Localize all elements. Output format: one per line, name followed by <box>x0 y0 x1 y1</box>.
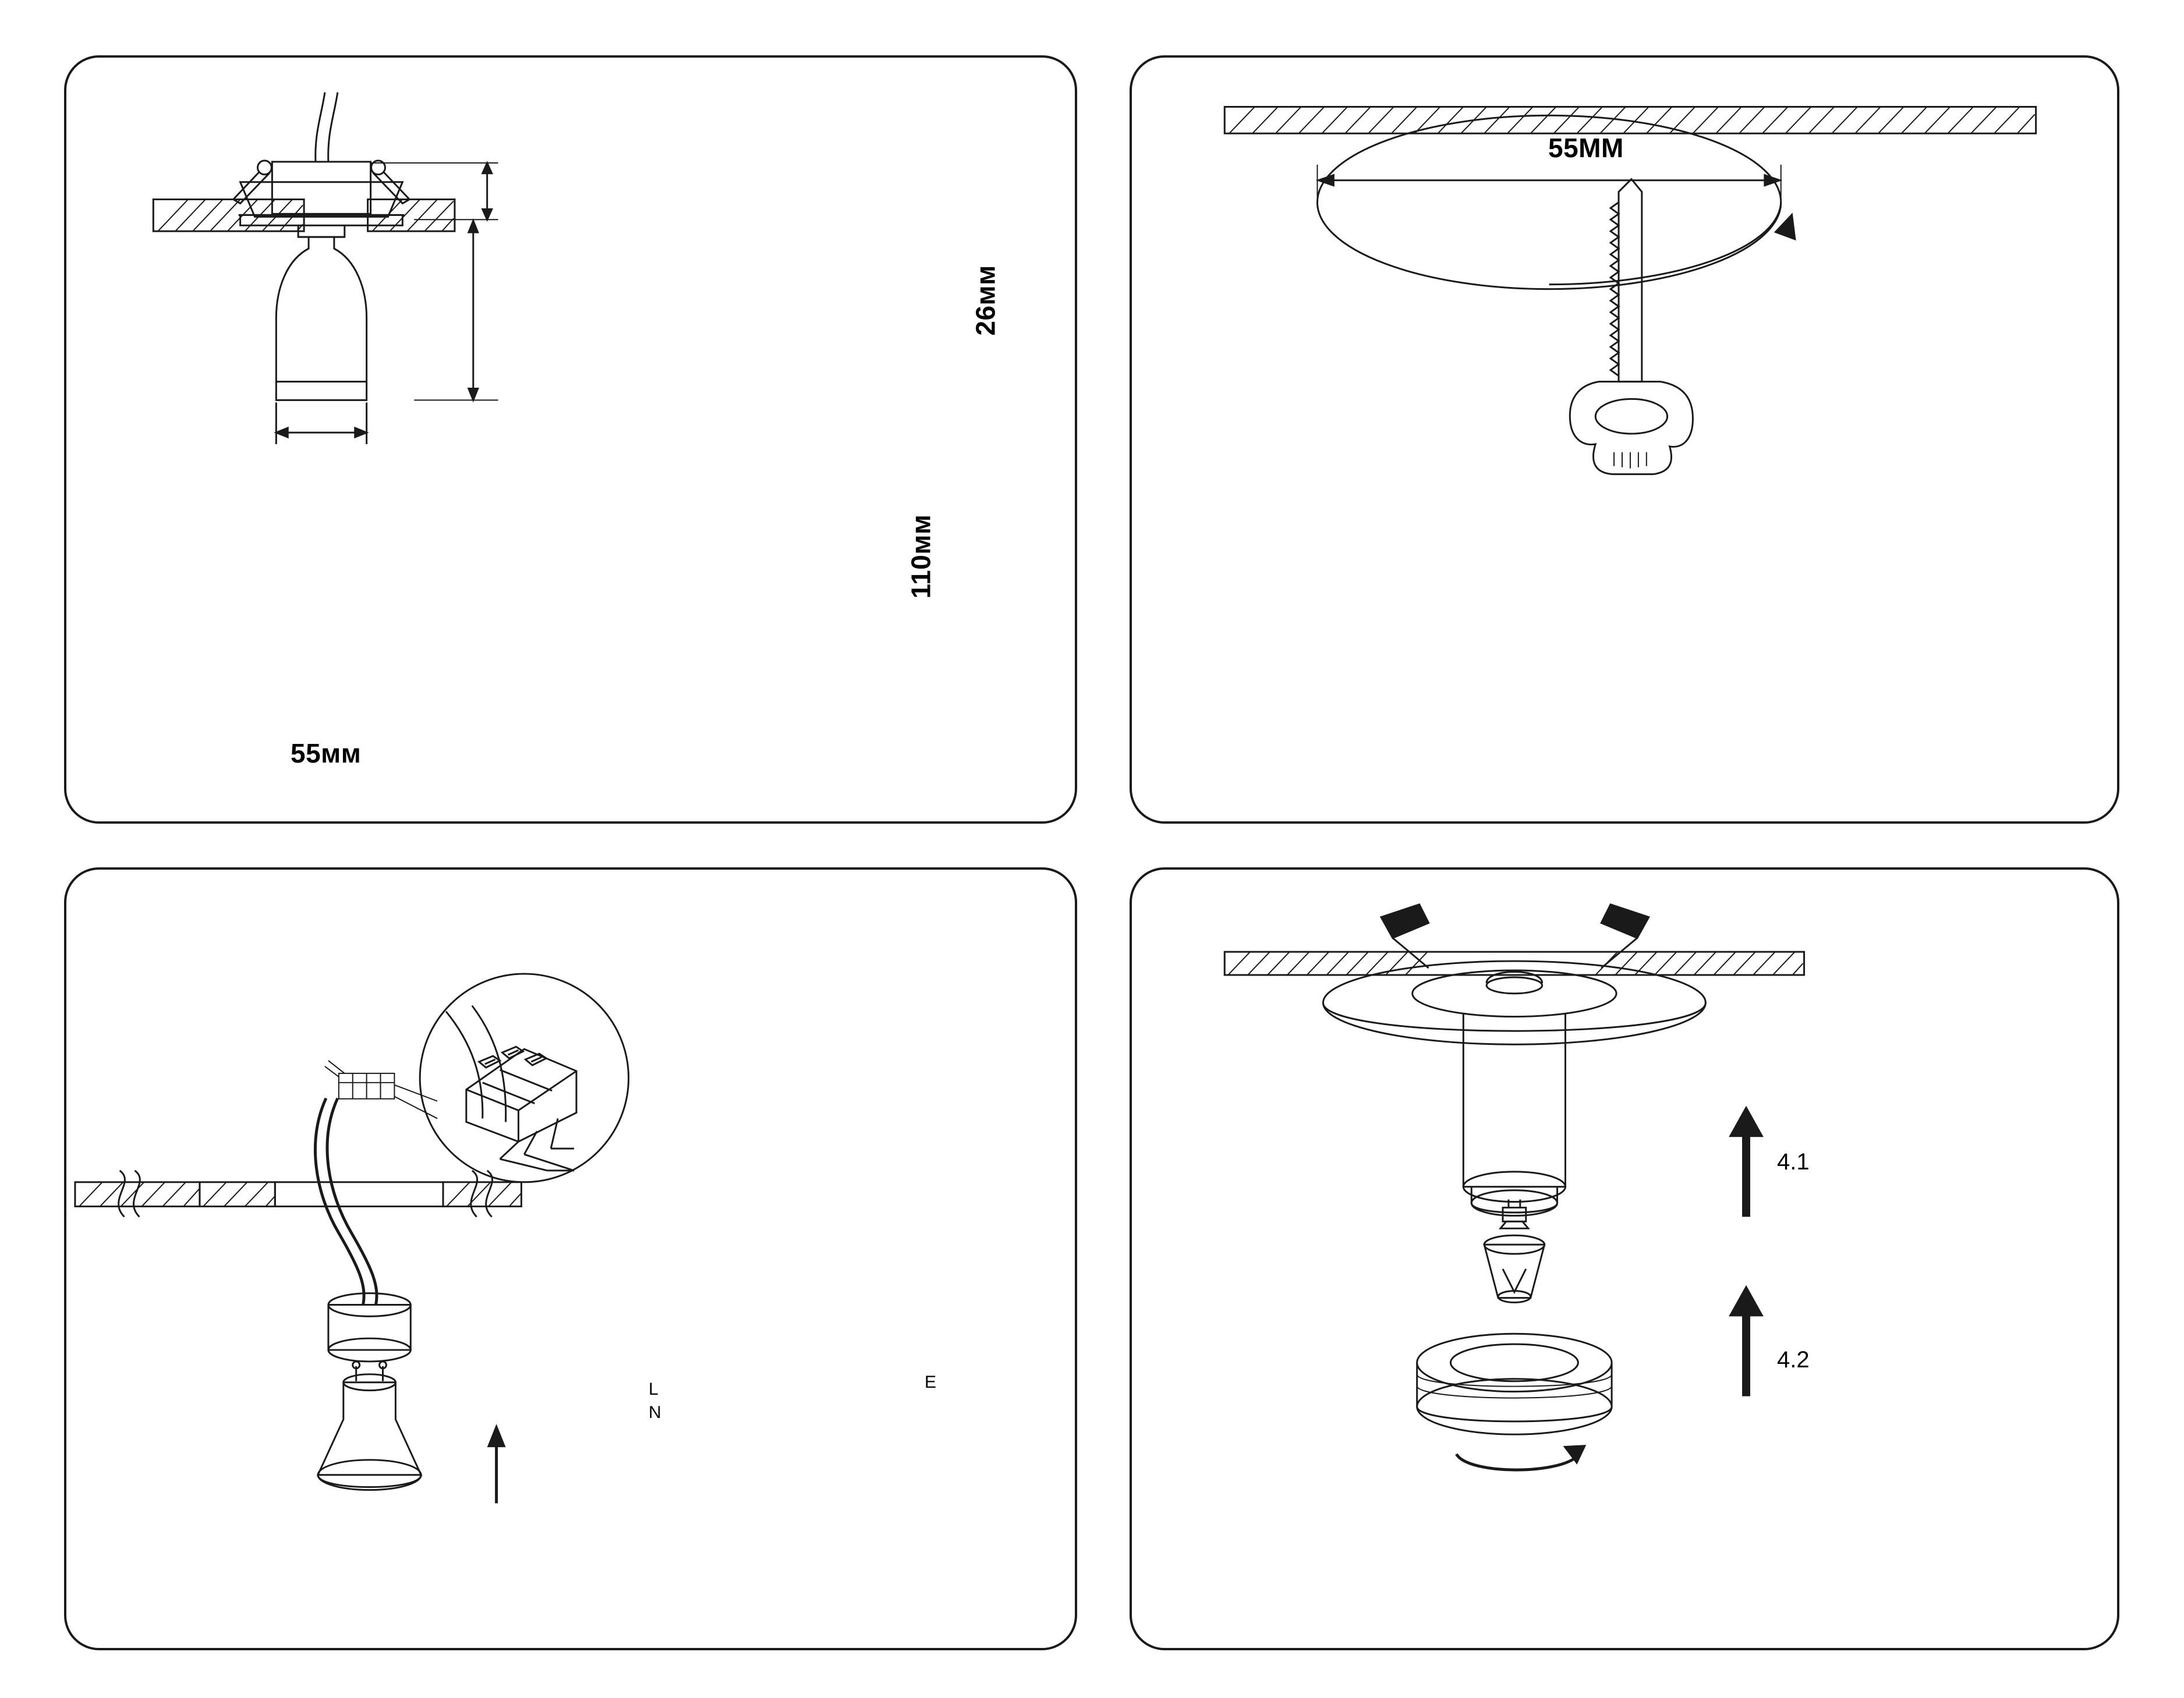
panel-wiring <box>64 867 1077 1650</box>
step-label-4-2: 4.2 <box>1777 1347 1810 1373</box>
panel-cut-opening <box>1130 55 2119 824</box>
terminal-label-L: L <box>649 1380 659 1399</box>
step-label-4-1: 4.1 <box>1777 1149 1810 1175</box>
dimension-label-hole-55mm: 55MM <box>1548 133 1624 163</box>
dimension-label-110mm: 110мм <box>905 514 936 599</box>
dimension-label-55mm: 55мм <box>291 738 362 768</box>
dimension-label-26mm: 26мм <box>970 265 1001 336</box>
terminal-label-E: E <box>925 1373 937 1392</box>
wiring-drawing <box>66 870 1075 1648</box>
terminal-label-N: N <box>649 1403 661 1422</box>
assembly-drawing <box>1132 870 2117 1648</box>
install-dimensions-drawing <box>66 58 1075 821</box>
cut-opening-drawing <box>1132 58 2117 821</box>
panel-install-dimensions <box>64 55 1077 824</box>
panel-assembly <box>1130 867 2119 1650</box>
